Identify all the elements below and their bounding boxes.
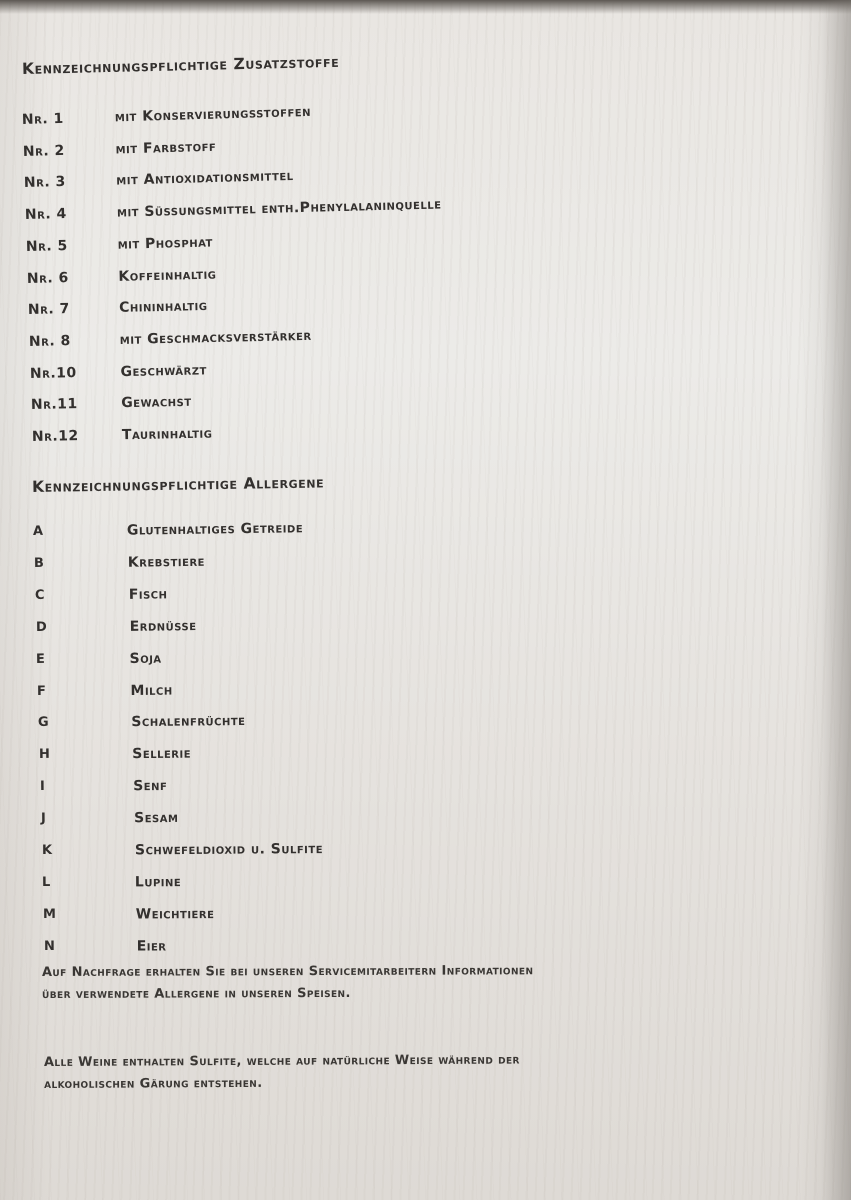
additive-row [27, 254, 747, 291]
additive-code: Nr. 3 [23, 174, 67, 192]
allergens-title: Kennzeichnungspflichtige Allergene [31, 473, 325, 496]
allergen-code: K [41, 842, 53, 858]
additive-label: Taurinhaltig [121, 425, 213, 444]
additive-row [22, 92, 742, 132]
allergen-row [41, 806, 641, 831]
allergen-label: Eier [136, 938, 167, 955]
allergen-code: A [32, 523, 44, 539]
additive-row [24, 157, 744, 196]
additive-row [31, 383, 751, 417]
allergen-code: M [43, 906, 57, 922]
allergen-label: Fisch [128, 586, 168, 603]
allergen-code: E [36, 651, 46, 667]
additive-label: Geschwärzt [120, 361, 208, 380]
allergen-row [36, 645, 636, 672]
additive-row [25, 189, 745, 227]
allergen-label: Schalenfrüchte [131, 713, 246, 731]
allergen-row [42, 871, 642, 895]
allergen-row [35, 613, 635, 640]
allergen-code: N [43, 938, 56, 954]
additive-code: Nr.11 [30, 396, 78, 414]
additive-row [32, 415, 752, 449]
allergen-label: Sellerie [132, 745, 192, 763]
allergen-code: L [42, 874, 52, 890]
additive-row [23, 124, 743, 163]
allergen-info-line-2: über verwendete Allergene in unseren Speisen. [42, 985, 351, 1002]
allergen-info-line-1: Auf Nachfrage erhalten Sie bei unseren Servicemitarbeitern Informationen [41, 963, 534, 980]
additive-code: Nr. 7 [27, 301, 70, 319]
allergen-row [35, 580, 635, 608]
additive-label: Gewachst [121, 394, 192, 412]
allergen-row [38, 710, 638, 736]
additive-code: Nr. 2 [22, 142, 66, 160]
additive-code: Nr. 8 [28, 332, 71, 350]
additive-label: mit Konservierungsstoffen [114, 103, 312, 126]
additive-code: Nr.12 [31, 428, 79, 445]
additive-code: Nr.10 [29, 364, 77, 382]
additive-row [26, 221, 746, 259]
allergen-label: Krebstiere [127, 553, 205, 571]
allergen-code: D [35, 619, 47, 635]
allergen-label: Milch [130, 682, 174, 699]
additive-code: Nr. 5 [25, 237, 68, 255]
wine-sulfite-note [44, 1050, 520, 1096]
allergen-code: B [33, 555, 45, 571]
allergen-row [34, 548, 634, 576]
page-right-edge-shadow [821, 0, 851, 1200]
allergen-label: Senf [132, 778, 168, 795]
additive-label: Chininhaltig [118, 298, 208, 317]
allergen-code: F [37, 683, 47, 699]
additive-code: Nr. 4 [24, 206, 67, 224]
wine-sulfite-line-2: alkoholischen Gärung entstehen. [44, 1075, 263, 1092]
allergen-code: H [38, 747, 51, 763]
allergen-code: C [34, 587, 45, 603]
allergen-code: I [39, 779, 46, 795]
wine-sulfite-line-1: Alle Weine enthalten Sulfite, welche auf natürliche Weise während der [43, 1052, 520, 1070]
allergen-row [40, 774, 640, 799]
additive-code: Nr. 1 [21, 110, 65, 128]
additive-label: mit Phosphat [117, 234, 214, 253]
allergen-label: Soja [129, 650, 163, 667]
allergen-label: Lupine [135, 874, 182, 891]
additive-label: mit Süssungsmittel enth.Phenylalaninquelle [116, 196, 442, 221]
additive-code: Nr. 6 [26, 269, 69, 287]
additive-label: mit Geschmacksverstärker [119, 327, 312, 348]
additive-row [28, 286, 748, 322]
additive-row [29, 318, 749, 354]
allergen-label: Glutenhaltiges Getreide [126, 520, 304, 539]
additive-label: mit Antioxidationsmittel [116, 168, 294, 189]
allergen-label: Sesam [133, 810, 179, 827]
allergen-info-note [42, 960, 534, 1006]
allergen-label: Schwefeldioxid u. Sulfite [134, 841, 323, 859]
allergen-row [43, 903, 643, 926]
allergen-row [44, 936, 644, 959]
page-top-edge-shadow [0, 0, 851, 14]
additives-title: Kennzeichnungspflichtige Zusatzstoffe [21, 52, 340, 78]
additive-label: Koffeinhaltig [118, 266, 217, 285]
allergen-row [41, 839, 641, 863]
additive-row [30, 351, 750, 386]
allergen-code: G [37, 715, 50, 731]
allergen-code: J [40, 811, 47, 827]
additive-label: mit Farbstoff [115, 138, 217, 158]
allergen-label: Weichtiere [135, 905, 215, 923]
allergen-label: Erdnüsse [129, 617, 197, 635]
allergen-row [37, 677, 637, 703]
allergen-row [39, 742, 639, 767]
allergen-row [33, 516, 633, 544]
